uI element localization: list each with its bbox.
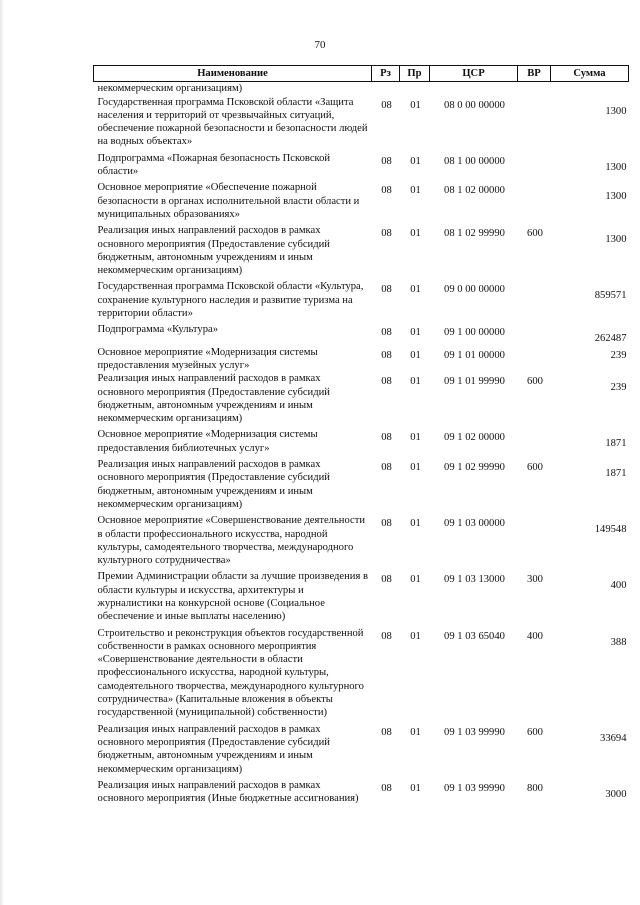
cell-sum: 1300 bbox=[605, 161, 627, 173]
cell-sum: 388 bbox=[610, 636, 627, 648]
cell-sum: 1300 bbox=[605, 191, 627, 203]
table-row bbox=[94, 280, 629, 323]
table-row bbox=[94, 372, 629, 428]
cell-csr: 09 1 01 00000 bbox=[444, 349, 505, 361]
budget-table bbox=[93, 65, 629, 808]
cell-name: Реализация иных направлений расходов в рамках основного мероприятия (Предоставление субсидий бюджетным, автономным учреждениям и иным некоммерческим организациям) bbox=[97, 723, 330, 775]
cell-name: Основное мероприятие «Совершенствование деятельности в области профессионального искусства, народной культуры, самодеятельного творчества, международного культурного сотрудничества» bbox=[97, 515, 366, 567]
cell-sum: 400 bbox=[610, 580, 627, 592]
cell-vr bbox=[518, 346, 551, 373]
cell-name: Реализация иных направлений расходов в рамках основного мероприятия (Предоставление субсидий бюджетным, автономным учреждениям и иным некоммерческим организациям) bbox=[97, 459, 330, 510]
cell-csr: 08 1 02 00000 bbox=[444, 185, 505, 197]
cell-csr: 08 0 00 00000 bbox=[444, 99, 505, 111]
cell-rz: 08 bbox=[381, 432, 392, 444]
cell-rz: 08 bbox=[381, 185, 392, 197]
cell-pr: 01 bbox=[410, 574, 421, 586]
cell-rz: 08 bbox=[381, 462, 392, 474]
cell-sum: 149548 bbox=[594, 524, 627, 536]
cell-name: Строительство и реконструкция объектов государственной собственности в рамках основного мероприятия «Совершенствование деятельности в области профессионального искусства, народной культуры, самодеятельного творчества, международного культурного сотрудничества» (Капитальные вложения в объекты государственной (муниципальной) собственности) bbox=[97, 627, 364, 719]
header-name: Наименование bbox=[94, 66, 372, 82]
cell-pr: 01 bbox=[410, 376, 421, 388]
cell-vr bbox=[518, 96, 551, 152]
table-row bbox=[94, 96, 629, 152]
cell-name: Основное мероприятие «Модернизация системы предоставления библиотечных услуг» bbox=[97, 429, 318, 454]
table-row-continued bbox=[94, 82, 629, 96]
cell-rz: 08 bbox=[381, 782, 392, 794]
cell-csr: 09 1 02 99990 bbox=[444, 462, 505, 474]
cell-rz: 08 bbox=[381, 99, 392, 111]
cell-rz: 08 bbox=[381, 574, 392, 586]
continued-text: некоммерческим организациям) bbox=[97, 83, 243, 95]
cell-pr: 01 bbox=[410, 327, 421, 339]
header-vr: ВР bbox=[518, 66, 551, 82]
cell-vr bbox=[518, 428, 551, 458]
cell-csr: 09 1 03 00000 bbox=[444, 518, 505, 530]
page-number: 70 bbox=[314, 39, 326, 51]
cell-name: Реализация иных направлений расходов в рамках основного мероприятия (Предоставление субсидий бюджетным, автономным учреждениям и иным некоммерческим организациям) bbox=[97, 225, 330, 277]
header-pr: Пр bbox=[400, 66, 430, 82]
cell-name: Премии Администрации области за лучшие произведения в области культуры и искусства, архитектуры и журналистики на конкурсной основе (Социальное обеспечение и иные выплаты населению) bbox=[97, 571, 368, 623]
cell-pr: 01 bbox=[410, 99, 421, 111]
cell-sum: 239 bbox=[610, 382, 627, 394]
table-row bbox=[94, 152, 629, 182]
header-rz: Рз bbox=[372, 66, 400, 82]
cell-vr bbox=[518, 181, 551, 224]
cell-sum: 1871 bbox=[605, 438, 627, 450]
table-row bbox=[94, 458, 629, 514]
cell-name: Государственная программа Псковской области «Защита населения и территорий от чрезвычайных ситуаций, обеспечение пожарной безопасности и безопасности людей на водных объектах» bbox=[97, 96, 368, 148]
cell-vr bbox=[518, 323, 551, 345]
cell-pr: 01 bbox=[410, 726, 421, 738]
cell-vr: 600 bbox=[527, 376, 543, 388]
cell-name: Основное мероприятие «Обеспечение пожарной безопасности в органах исполнительной власти области и муниципальных образованиях» bbox=[97, 182, 360, 220]
table-row bbox=[94, 181, 629, 224]
cell-csr: 09 1 02 00000 bbox=[444, 432, 505, 444]
cell-vr bbox=[518, 514, 551, 570]
cell-name: Основное мероприятие «Модернизация системы предоставления музейных услуг» bbox=[97, 346, 318, 371]
cell-name: Реализация иных направлений расходов в рамках основного мероприятия (Иные бюджетные ассигнования) bbox=[97, 779, 359, 805]
cell-csr: 09 1 03 99990 bbox=[444, 782, 505, 794]
cell-name: Подпрограмма «Культура» bbox=[97, 324, 219, 336]
cell-rz: 08 bbox=[381, 327, 392, 339]
cell-csr: 09 0 00 00000 bbox=[444, 284, 505, 296]
cell-name: Государственная программа Псковской области «Культура, сохранение культурного наследия и развитие туризма на территории области» bbox=[97, 281, 364, 320]
cell-pr: 01 bbox=[410, 630, 421, 642]
cell-name: Подпрограмма «Пожарная безопасность Псковской области» bbox=[97, 152, 331, 178]
scan-edge bbox=[0, 0, 4, 905]
table-row bbox=[94, 346, 629, 373]
cell-pr: 01 bbox=[410, 432, 421, 444]
cell-vr bbox=[518, 152, 551, 182]
cell-pr: 01 bbox=[410, 349, 421, 361]
cell-vr: 600 bbox=[527, 462, 543, 474]
cell-csr: 08 1 02 99990 bbox=[444, 228, 505, 240]
cell-rz: 08 bbox=[381, 518, 392, 530]
header-csr: ЦСР bbox=[430, 66, 518, 82]
cell-rz: 08 bbox=[381, 349, 392, 361]
cell-sum: 859571 bbox=[594, 290, 627, 302]
cell-sum: 262487 bbox=[594, 333, 627, 345]
cell-rz: 08 bbox=[381, 630, 392, 642]
cell-vr: 600 bbox=[527, 228, 543, 240]
cell-sum: 239 bbox=[610, 349, 627, 361]
table-row bbox=[94, 779, 629, 809]
cell-csr: 09 1 03 13000 bbox=[444, 574, 505, 586]
cell-vr: 800 bbox=[527, 782, 543, 794]
cell-pr: 01 bbox=[410, 782, 421, 794]
cell-sum: 1300 bbox=[605, 105, 627, 117]
table-row bbox=[94, 514, 629, 570]
cell-pr: 01 bbox=[410, 518, 421, 530]
cell-pr: 01 bbox=[410, 462, 421, 474]
table-row bbox=[94, 323, 629, 345]
cell-csr: 09 1 03 65040 bbox=[444, 630, 505, 642]
cell-pr: 01 bbox=[410, 155, 421, 167]
header-sum: Сумма bbox=[551, 66, 629, 82]
cell-csr: 09 1 00 00000 bbox=[444, 327, 505, 339]
table-row bbox=[94, 723, 629, 779]
cell-sum: 1300 bbox=[605, 234, 627, 246]
cell-vr: 600 bbox=[527, 726, 543, 738]
cell-rz: 08 bbox=[381, 376, 392, 388]
table-row bbox=[94, 627, 629, 723]
cell-pr: 01 bbox=[410, 185, 421, 197]
table-body bbox=[94, 82, 629, 809]
table-row bbox=[94, 224, 629, 280]
table-row bbox=[94, 570, 629, 626]
cell-sum: 1871 bbox=[605, 468, 627, 480]
cell-vr: 400 bbox=[527, 630, 543, 642]
cell-name: Реализация иных направлений расходов в рамках основного мероприятия (Предоставление субсидий бюджетным, автономным учреждениям и иным некоммерческим организациям) bbox=[97, 373, 330, 425]
cell-sum: 33694 bbox=[600, 732, 627, 744]
cell-csr: 09 1 01 99990 bbox=[444, 376, 505, 388]
cell-pr: 01 bbox=[410, 228, 421, 240]
cell-sum: 3000 bbox=[605, 788, 627, 800]
cell-rz: 08 bbox=[381, 726, 392, 738]
table-header-row bbox=[94, 66, 629, 82]
cell-vr: 300 bbox=[527, 574, 543, 586]
table-row bbox=[94, 428, 629, 458]
cell-rz: 08 bbox=[381, 228, 392, 240]
cell-csr: 09 1 03 99990 bbox=[444, 726, 505, 738]
cell-vr bbox=[518, 280, 551, 323]
cell-csr: 08 1 00 00000 bbox=[444, 155, 505, 167]
cell-pr: 01 bbox=[410, 284, 421, 296]
cell-rz: 08 bbox=[381, 155, 392, 167]
cell-rz: 08 bbox=[381, 284, 392, 296]
